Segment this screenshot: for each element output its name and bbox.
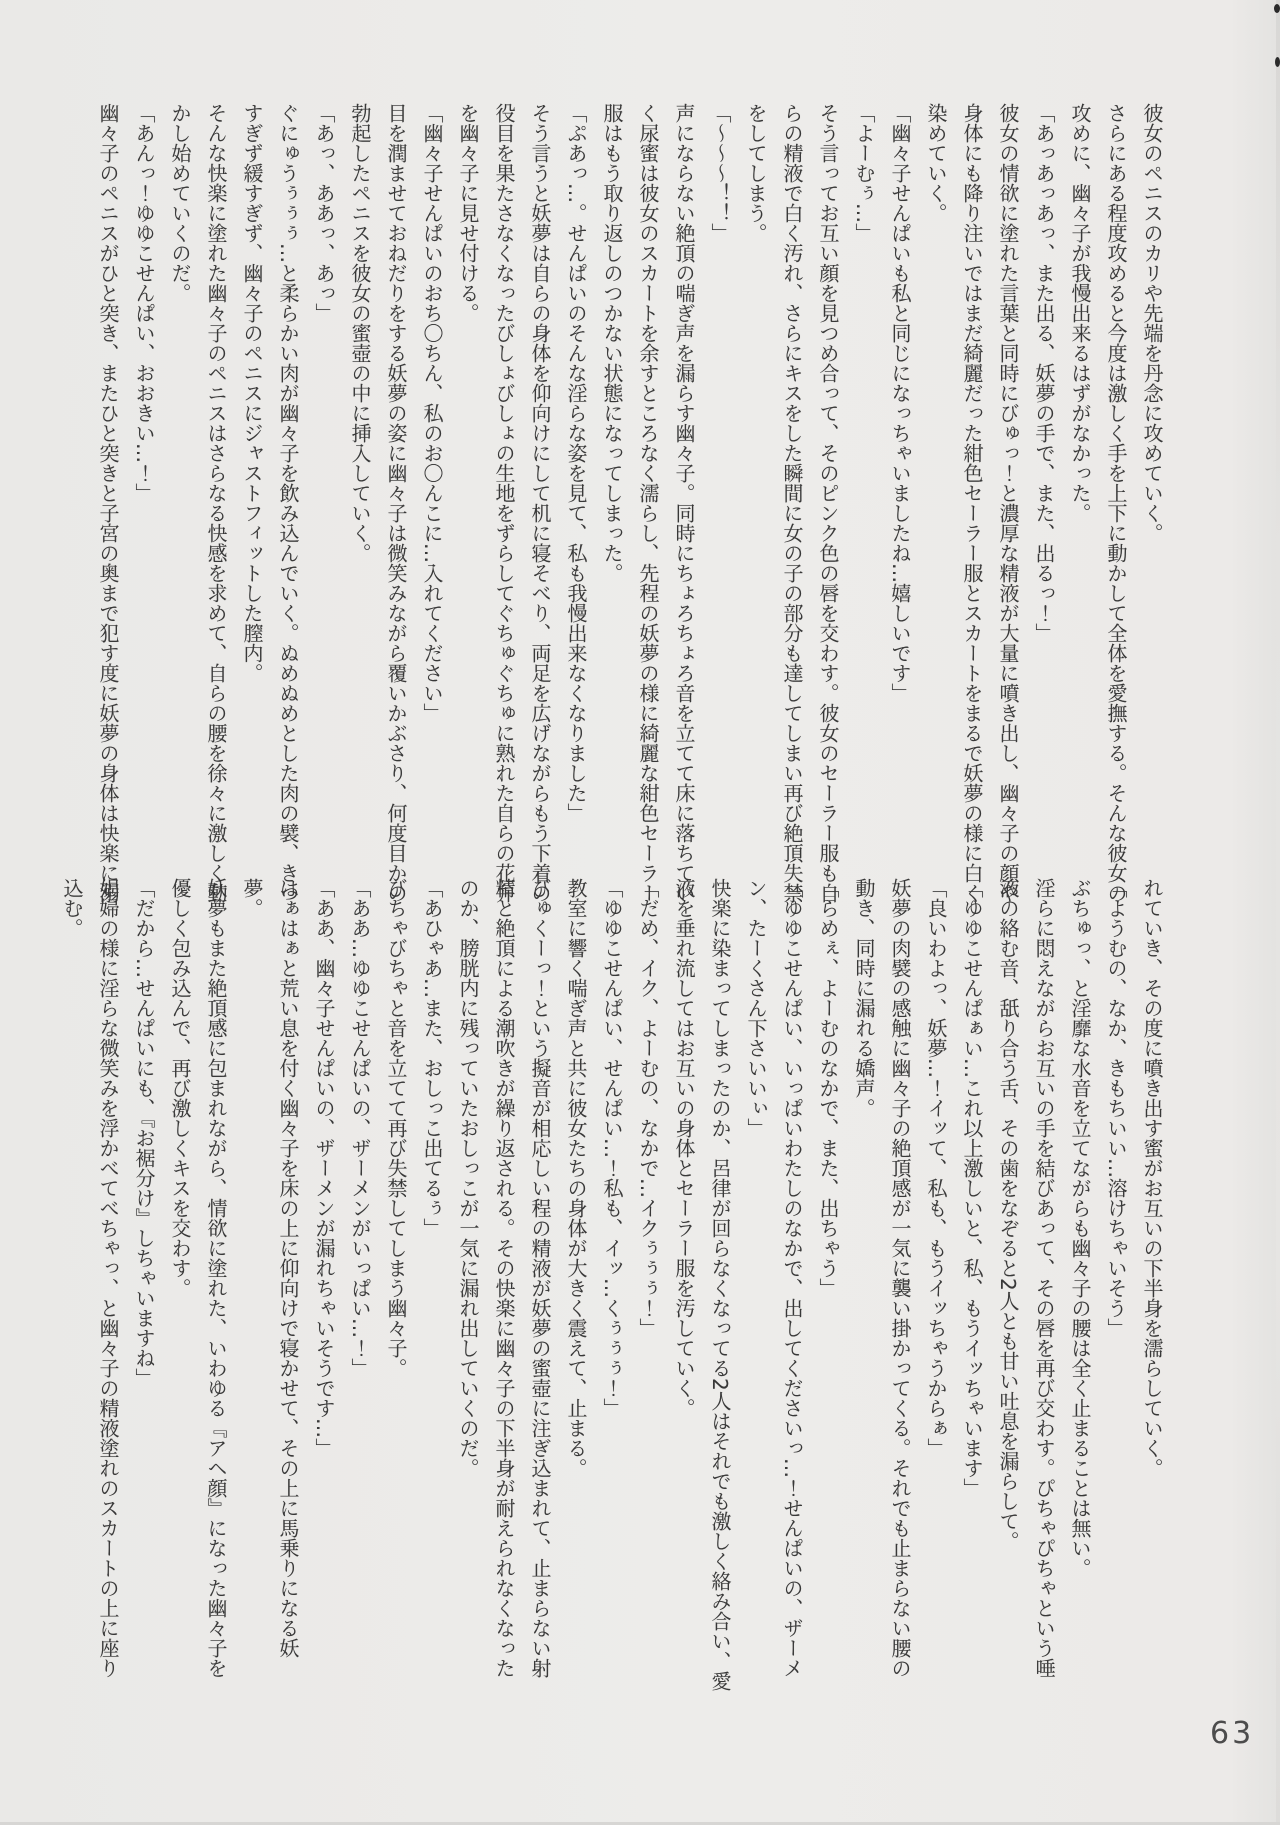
paragraph: 声にならない絶頂の喘ぎ声を漏らす幽々子。同時にちょろちょろ音を立てて床に落ちていく尿蜜は彼女のスカートを余すところなく濡らし、先程の妖夢の様に綺麗な紺色セーラー服はもう取り返しのつかない状態になってしまった。 xyxy=(600,103,696,903)
paragraph: ぶちゅっ、と淫靡な水音を立てながらも幽々子の腰は全く止まることは無い。 xyxy=(1068,878,1092,1578)
paragraph: 「らめぇ、よーむのなかで、また、出ちゃう」 xyxy=(816,878,840,1298)
paragraph: 「だから…せんぱいにも、『お裾分け』しちゃいますね」 xyxy=(132,878,156,1388)
paragraph: 彼女のペニスのカリや先端を丹念に攻めていく。 xyxy=(1140,103,1164,543)
paragraph: れていき、その度に噴き出す蜜がお互いの下半身を濡らしていく。 xyxy=(1140,878,1164,1478)
paragraph: 妖夢の肉襞の感触に幽々子の絶頂感が一気に襲い掛かってくる。それでも止まらない腰の動き、同時に漏れる嬌声。 xyxy=(852,878,912,1678)
paragraph: 「あんっ！ゆゆこせんぱい、おおきい…！」 xyxy=(132,103,156,503)
paragraph: そんな快楽に塗れた幽々子のペニスはさらなる快感を求めて、自らの腰を徐々に激しく動かし始めていくのだ。 xyxy=(168,103,228,903)
scan-right-edge xyxy=(1276,0,1280,1825)
paragraph: 娼婦の様に淫らな微笑みを浮かべてべちゃっ、と幽々子の精液塗れのスカートの上に座り込む。 xyxy=(60,878,120,1678)
paragraph: そう言うと妖夢は自らの身体を仰向けにして机に寝そべり、両足を広げながらもう下着の役目を果たさなくなったびしょびしょの生地をずらしてぐちゅぐちゅに熟れた自らの花弁を幽々子に見せ付ける。 xyxy=(456,103,552,903)
paragraph: 「ゆゆこせんぱぁい…これ以上激しいと、私、もうイッちゃいます」 xyxy=(960,878,984,1498)
paragraph: 「幽々子せんぱいも私と同じになっちゃいましたね…嬉しいです」 xyxy=(888,103,912,703)
paragraph: 快楽に染まってしまったのか、呂律が回らなくなってる2人はそれでも激しく絡み合い、愛液を垂れ流してはお互いの身体とセーラー服を汚していく。 xyxy=(672,878,732,1691)
paragraph: 「あっ、ああっ、あっ」 xyxy=(312,103,336,323)
paragraph: びちゃびちゃと音を立てて再び失禁してしまう幽々子。 xyxy=(384,878,408,1378)
paragraph: 妖夢もまた絶頂感に包まれながら、情欲に塗れた、いわゆる『アヘ顔』になった幽々子を優しく包み込んで、再び激しくキスを交わす。 xyxy=(168,878,228,1678)
paragraph: 「あひゃあ…また、おしっこ出てるぅ」 xyxy=(420,878,444,1238)
paragraph: 「よーむぅ…」 xyxy=(852,103,876,243)
paragraph: びゅくーっ！という擬音が相応しい程の精液が妖夢の蜜壺に注ぎ込まれて、止まらない射精と絶頂による潮吹きが繰り返される。その快楽に幽々子の下半身が耐えられなくなったのか、膀胱内に残っていたおしっこが一気に漏れ出していくのだ。 xyxy=(456,878,552,1678)
paragraph: 「ようむの、なか、きもちいい…溶けちゃいそう」 xyxy=(1104,878,1128,1338)
paragraph: 彼女の情欲に塗れた言葉と同時にびゅっ！と濃厚な精液が大量に噴き出し、幽々子の顔や身体にも降り注いではまだ綺麗だった紺色セーラー服とスカートをまるで妖夢の様に白く染めていく。 xyxy=(924,103,1020,903)
top-text-block xyxy=(85,103,1170,907)
paragraph: 「ゆゆこせんぱい、せんぱい…！私も、イッ…くぅぅぅ！」 xyxy=(600,878,624,1418)
paragraph: さらにある程度攻めると今度は激しく手を上下に動かして全体を愛撫する。そんな彼女の攻めに、幽々子が我慢出来るはずがなかった。 xyxy=(1068,103,1128,903)
paragraph: 「あっあっあっ、また出る、妖夢の手で、また、出るっ！」 xyxy=(1032,103,1056,643)
paragraph: 教室に響く喘ぎ声と共に彼女たちの身体が大きく震えて、止まる。 xyxy=(564,878,588,1478)
paragraph: そう言ってお互い顔を見つめ合って、そのピンク色の唇を交わす。彼女のセーラー服も自らの精液で白く汚れ、さらにキスをした瞬間に女の子の部分も達してしまい再び絶頂失禁をしてしまう。 xyxy=(744,103,840,903)
scan-speck xyxy=(1274,4,1280,13)
page-number: 63 xyxy=(1210,1716,1255,1751)
paragraph: 淫らに悶えながらお互いの手を結びあって、その唇を再び交わす。ぴちゃぴちゃという唾液の絡む音、舐り合う舌、その歯をなぞると2人とも甘い吐息を漏らして。 xyxy=(996,878,1056,1678)
paragraph: 「ああ…ゆゆこせんぱいの、ザーメンがいっぱい…！」 xyxy=(348,878,372,1378)
paragraph: 目を潤ませておねだりをする妖夢の姿に幽々子は微笑みながら覆いかぶさり、何度目かの勃起したペニスを彼女の蜜壺の中に挿入していく。 xyxy=(348,103,408,903)
paragraph: 「～～～！！」 xyxy=(708,103,732,243)
paragraph: 「ぷあっ…。せんぱいのそんな淫らな姿を見て、私も我慢出来なくなりました」 xyxy=(564,103,588,823)
scan-speck xyxy=(1275,57,1280,67)
paragraph: 「ああ、幽々子せんぱいの、ザーメンが漏れちゃいそうです…」 xyxy=(312,878,336,1458)
paragraph: 「だめ、イク、よーむの、なかで…イクぅぅぅ！」 xyxy=(636,878,660,1338)
paragraph: ぐにゅうぅぅぅ…と柔らかい肉が幽々子を飲み込んでいく。ぬめぬめとした肉の襞、きつすぎず緩すぎず、幽々子のペニスにジャストフィットした膣内。 xyxy=(240,103,300,903)
paragraph: 「良いわよっ、妖夢…！イッて、私も、もうイッちゃうからぁ」 xyxy=(924,878,948,1458)
paragraph: 「ゆゆこせんぱい、いっぱいわたしのなかで、出してくださいっ…！せんぱいの、ザーメン、たーくさん下さいいぃ」 xyxy=(744,878,804,1678)
paragraph: はぁはぁと荒い息を付く幽々子を床の上に仰向けで寝かせて、その上に馬乗りになる妖夢。 xyxy=(240,878,300,1658)
paragraph: 「幽々子せんぱいのおち〇ちん、私のお〇んこに…入れてください」 xyxy=(420,103,444,723)
bottom-text-block xyxy=(60,878,1170,1692)
paragraph: 幽々子のペニスがひと突き、またひと突きと子宮の奥まで犯す度に妖夢の身体は快楽に溺 xyxy=(96,103,120,903)
